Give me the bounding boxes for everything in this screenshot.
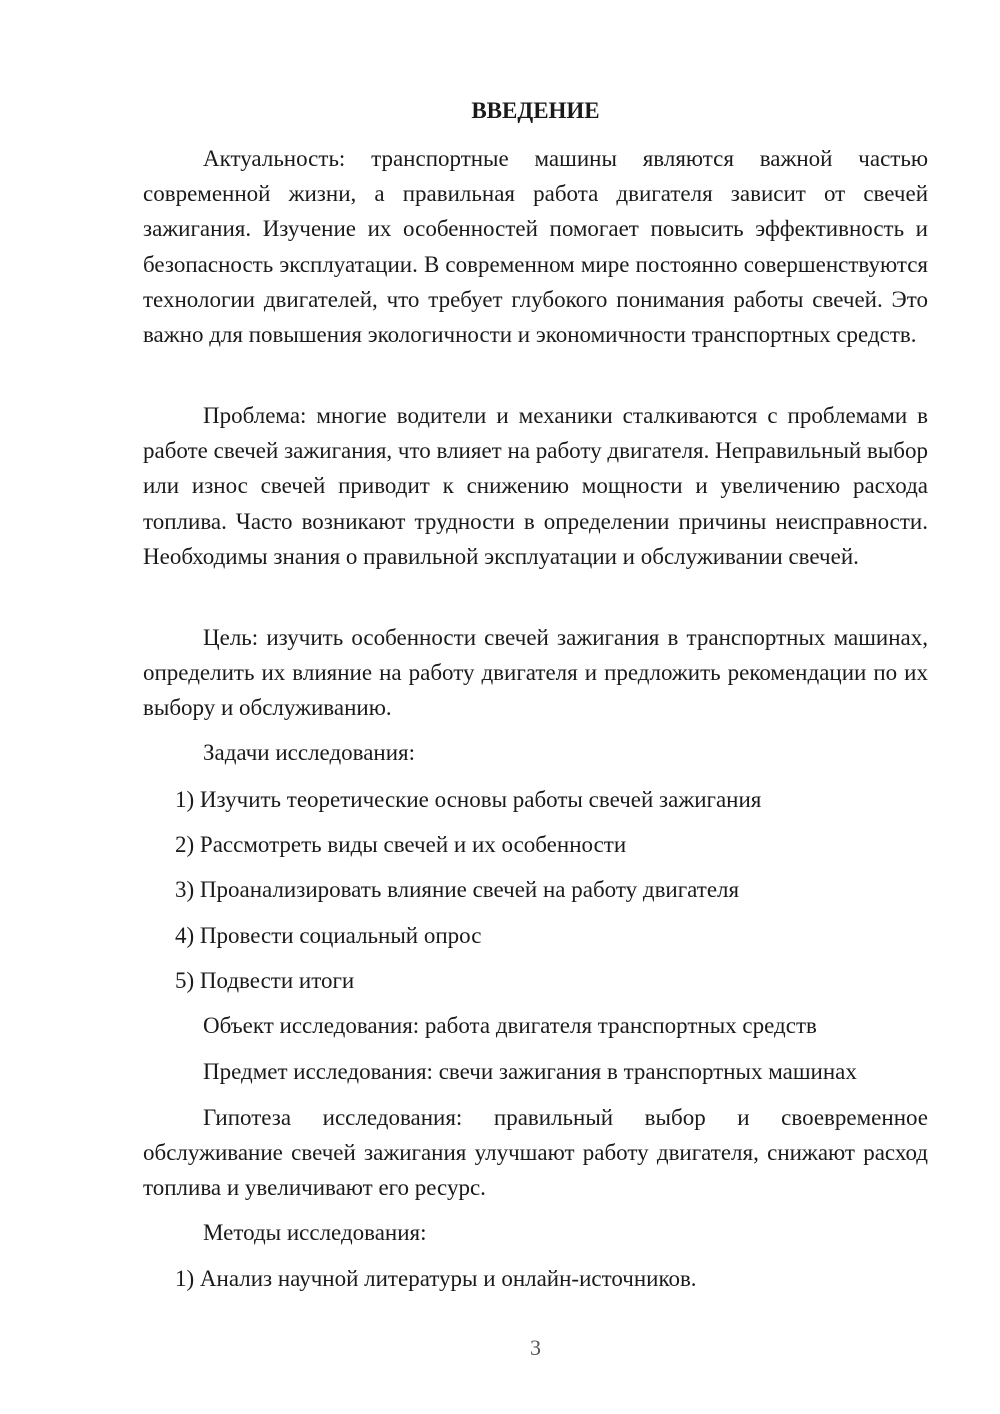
relevance-paragraph: Актуальность: транспортные машины являются важной частью современной жизни, а правильная работа двигателя зависит от свечей зажигания. Изучение их особенностей помогает повысить эффективность и безопасность эксплуатации. В современном мире постоянно совершенствуются технологии двигателей, что требует глубокого понимания работы свечей. Это важно для повышения экологичности и экономичности транспортных средств. xyxy=(143,146,928,348)
list-item: 3) Проанализировать влияние свечей на работу двигателя xyxy=(175,877,740,902)
tasks-heading: Задачи исследования: xyxy=(203,740,416,765)
list-item: 2) Рассмотреть виды свечей и их особенности xyxy=(175,832,627,857)
list-item: 4) Провести социальный опрос xyxy=(175,923,482,948)
methods-heading: Методы исследования: xyxy=(203,1220,427,1245)
section-title: ВВЕДЕНИЕ xyxy=(471,98,600,123)
list-item: 1) Изучить теоретические основы работы свечей зажигания xyxy=(175,787,762,812)
problem-paragraph: Проблема: многие водители и механики сталкиваются с проблемами в работе свечей зажигания, что влияет на работу двигателя. Неправильный выбор или износ свечей приводит к снижению мощности и увеличению расхода топлива. Часто возникают трудности в определении причины неисправности. Необходимы знания о правильной эксплуатации и обслуживании свечей. xyxy=(143,403,928,569)
document-page xyxy=(143,0,928,1414)
list-item: 1) Анализ научной литературы и онлайн-источников. xyxy=(175,1266,697,1291)
hypothesis-paragraph: Гипотеза исследования: правильный выбор и своевременное обслуживание свечей зажигания улучшают работу двигателя, снижают расход топлива и увеличивают его ресурс. xyxy=(143,1105,928,1201)
goal-paragraph: Цель: изучить особенности свечей зажигания в транспортных машинах, определить их влияние на работу двигателя и предложить рекомендации по их выбору и обслуживанию. xyxy=(143,625,928,721)
list-item: 5) Подвести итоги xyxy=(175,968,355,993)
research-subject: Предмет исследования: свечи зажигания в транспортных машинах xyxy=(203,1059,857,1084)
research-object: Объект исследования: работа двигателя транспортных средств xyxy=(203,1013,817,1038)
page-number: 3 xyxy=(530,1335,541,1360)
